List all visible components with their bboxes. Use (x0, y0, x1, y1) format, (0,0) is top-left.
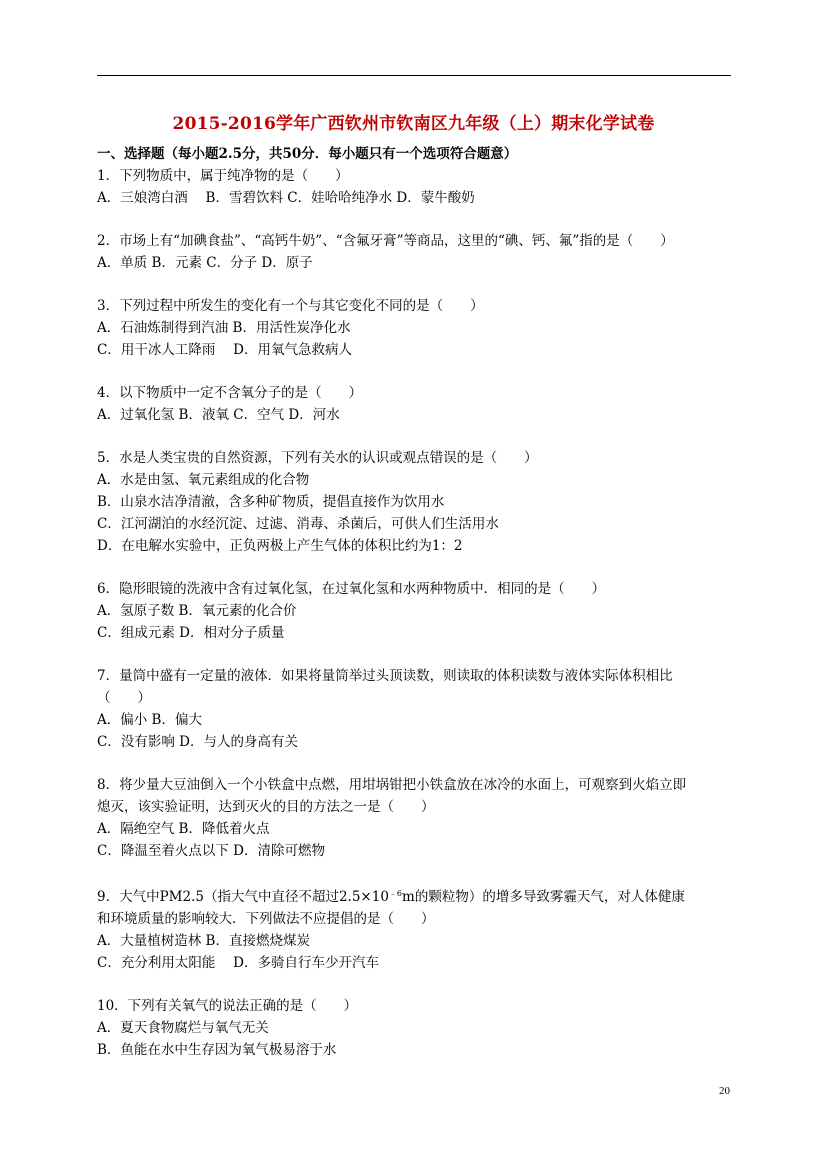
question-stem: 5．水是人类宝贵的自然资源，下列有关水的认识或观点错误的是（ ） (97, 450, 538, 466)
question-3 (97, 295, 737, 361)
question-options: C．江河湖泊的水经沉淀、过滤、消毒、杀菌后，可供人们生活用水 (97, 516, 499, 532)
question-options: C．没有影响 D．与人的身高有关 (97, 734, 298, 750)
question-stem-cont: （ ） (97, 690, 151, 706)
question-9 (97, 883, 737, 974)
question-stem-part: m的颗粒物）的增多导致雾霾天气，对人体健康 (402, 889, 685, 905)
question-4 (97, 382, 737, 426)
question-options: C．降温至着火点以下 D．清除可燃物 (97, 843, 325, 859)
question-options: B．鱼能在水中生存因为氧气极易溶于水 (97, 1042, 337, 1058)
question-options: C．充分利用太阳能 D．多骑自行车少开汽车 (97, 955, 379, 971)
question-stem-part: 9．大气中PM2.5（指大气中直径不超过2.5×10 (97, 889, 389, 905)
question-options: A．过氧化氢 B．液氧 C．空气 D．河水 (97, 407, 340, 423)
question-options: B．山泉水洁净清澈，含多种矿物质，提倡直接作为饮用水 (97, 494, 445, 510)
question-stem (97, 883, 737, 908)
exam-content (97, 143, 737, 1061)
question-options: A．石油炼制得到汽油 B．用活性炭净化水 (97, 320, 351, 336)
question-stem: 1．下列物质中，属于纯净物的是（ ） (97, 168, 349, 184)
question-8 (97, 774, 737, 862)
question-options: A．三娘湾白酒 B．雪碧饮料 C．娃哈哈纯净水 D．蒙牛酸奶 (97, 190, 475, 206)
question-5 (97, 447, 737, 557)
question-stem: 6．隐形眼镜的洗液中含有过氧化氢，在过氧化氢和水两种物质中．相同的是（ ） (97, 581, 606, 597)
section-heading: 一、选择题（每小题2.5分，共50分．每小题只有一个选项符合题意） (97, 146, 518, 162)
question-1 (97, 165, 737, 209)
question-options: A．氢原子数 B．氧元素的化合价 (97, 603, 297, 619)
exponent: ﹣6 (388, 889, 403, 898)
question-10 (97, 995, 737, 1061)
question-options: A．水是由氢、氧元素组成的化合物 (97, 472, 310, 488)
question-options: A．夏天食物腐烂与氧气无关 (97, 1020, 269, 1036)
page-number: 20 (719, 1085, 730, 1097)
question-options: A．单质 B．元素 C．分子 D．原子 (97, 255, 313, 271)
question-stem: 8．将少量大豆油倒入一个小铁盒中点燃，用坩埚钳把小铁盒放在冰冷的水面上，可观察到火焰立即 (97, 777, 687, 793)
question-options: A．大量植树造林 B．直接燃烧煤炭 (97, 933, 310, 949)
question-stem: 3．下列过程中所发生的变化有一个与其它变化不同的是（ ） (97, 298, 484, 314)
question-options: C．组成元素 D．相对分子质量 (97, 625, 285, 641)
question-options: D．在电解水实验中，正负两极上产生气体的体积比约为1：2 (97, 538, 463, 554)
question-stem-cont: 和环境质量的影响较大．下列做法不应提倡的是（ ） (97, 911, 435, 927)
question-stem-cont: 熄灭，该实验证明，达到灭火的目的方法之一是（ ） (97, 799, 435, 815)
header-rule (97, 75, 731, 76)
question-2 (97, 230, 737, 274)
question-stem: 2．市场上有“加碘食盐”、“高钙牛奶”、“含氟牙膏”等商品，这里的“碘、钙、氟”指的是（ ） (97, 233, 674, 249)
question-stem: 10．下列有关氧气的说法正确的是（ ） (97, 998, 358, 1014)
question-options: C．用干冰人工降雨 D．用氧气急救病人 (97, 342, 352, 358)
question-7 (97, 665, 737, 753)
question-stem: 7．量筒中盛有一定量的液体．如果将量筒举过头顶读数，则读取的体积读数与液体实际体积相比 (97, 668, 673, 684)
question-6 (97, 578, 737, 644)
question-stem: 4．以下物质中一定不含氧分子的是（ ） (97, 385, 363, 401)
page-title: 2015-2016学年广西钦州市钦南区九年级（上）期末化学试卷 (172, 114, 655, 134)
question-options: A．隔绝空气 B．降低着火点 (97, 821, 270, 837)
question-options: A．偏小 B．偏大 (97, 712, 202, 728)
